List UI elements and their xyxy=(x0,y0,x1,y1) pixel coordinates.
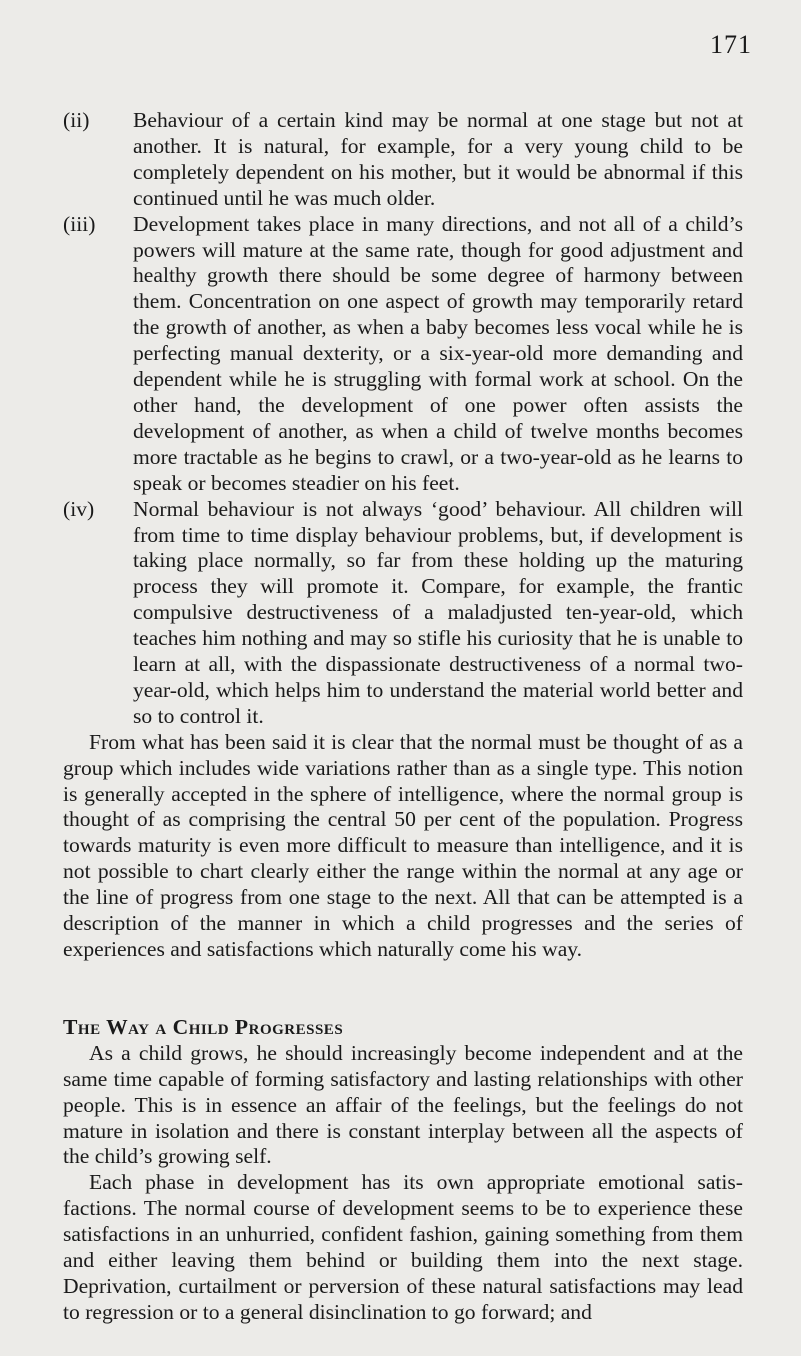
list-item-label: (ii) xyxy=(63,108,90,132)
list-item-ii xyxy=(63,108,743,212)
body-text xyxy=(63,108,743,1326)
list-item-label: (iv) xyxy=(63,496,95,521)
paragraph-child-grows: As a child grows, he should increasingly become independent and at the same time capable of forming satisfactory and lasting relationships with other people. This is in essence an affair of the feelings, but the feelings do not mature in isolation and there is constant interplay between all the aspects of the child’s growing self. xyxy=(63,1040,743,1169)
list-item-label: (iii) xyxy=(63,211,96,236)
section-heading: The Way a Child Progresses xyxy=(63,1014,344,1039)
list-item-text: Normal behaviour is not always ‘good’ behaviour. All children will from time to time display behaviour problems, but, if development is taking place normally, so far from these holding up the maturing process they will promote it. Compare, for example, the frantic compulsive destructiveness of a maladjusted ten-year-old, which teaches him nothing and may so stifle his curiosity that he is unable to learn at all, with the dispassionate destructiveness of a normal two-year-old, which helps him to understand the material world better and so to control it. xyxy=(133,496,743,728)
list-item-text: Development takes place in many directions, and not all of a child’s powers will mature at the same rate, though for good adjustment and healthy growth there should be some degree of harmony between them. Concentration on one aspect of growth may temporarily retard the growth of another, as when a baby becomes less vocal while he is perfecting manual dexterity, or a six-year-old more demanding and dependent while he is struggling with formal work at school. On the other hand, the development of one power often assists the development of another, as when a child of twelve months becomes more tractable as he begins to crawl, or a two-year-old as he learns to speak or becomes steadier on his feet. xyxy=(133,211,743,495)
list-item-iii xyxy=(63,212,743,497)
paragraph-each-phase: Each phase in development has its own appropriate emotional satis-factions. The normal course of development seems to be to experience these satisfactions in an unhurried, confident fashion, gaining something from them and either leaving them behind or building them into the next stage. Deprivation, curtailment or perversion of these natural satisfactions may lead to regression or to a general disinclination to go forward; and xyxy=(63,1170,743,1324)
paragraph-normal-group: From what has been said it is clear that the normal must be thought of as a group which includes wide variations rather than as a single type. This notion is generally accepted in the sphere of intelligence, where the normal group is thought of as comprising the central 50 per cent of the population. Progress towards maturity is even more difficult to measure than intelligence, and it is not possible to chart clearly either the range within the normal at any age or the line of progress from one stage to the next. All that can be attempted is a description of the manner in which a child progresses and the series of experiences and satisfactions which naturally come his way. xyxy=(63,729,743,961)
list-item-text: Behaviour of a certain kind may be normal at one stage but not at another. It is natural, for example, for a very young child to be completely dependent on his mother, but it would be abnormal if this continued until he was much older. xyxy=(133,108,743,210)
list-item-iv xyxy=(63,497,743,730)
page-number: 171 xyxy=(710,30,752,59)
